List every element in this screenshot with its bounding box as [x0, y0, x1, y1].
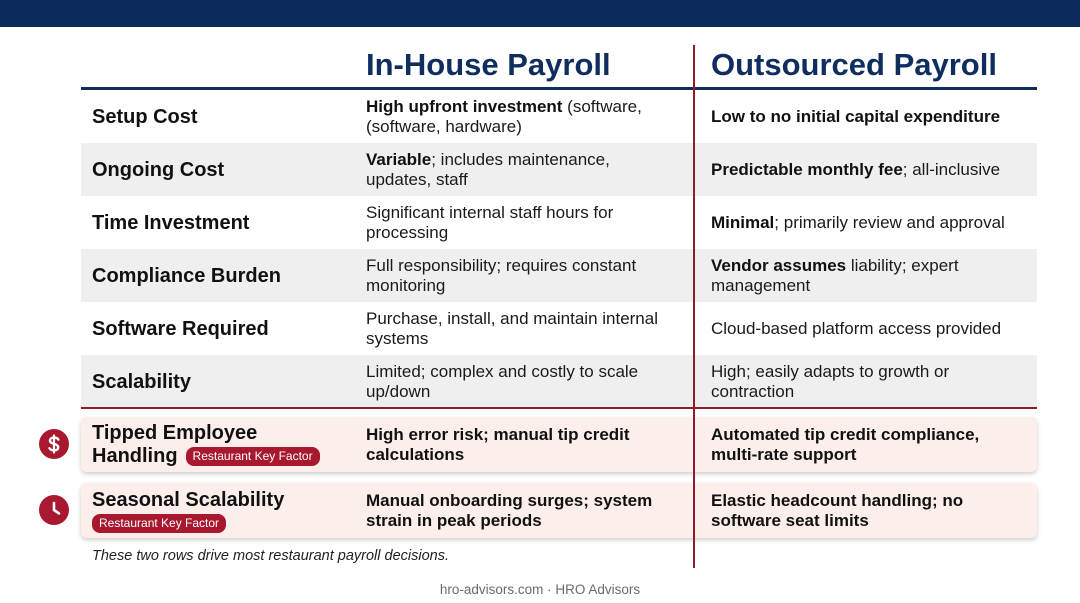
row-label-cell — [81, 422, 366, 468]
cell-emphasis: Vendor assumes — [711, 255, 847, 275]
in-house-cell — [366, 203, 711, 243]
outsourced-cell — [711, 213, 1037, 233]
table-row-ongoing-cost — [81, 143, 1037, 196]
outsourced-cell — [711, 319, 1037, 339]
top-banner — [0, 0, 1080, 27]
row-label: Time Investment — [92, 211, 250, 234]
cell-text: ; includes maintenance, updates, staff — [366, 149, 610, 189]
key-factor-divider — [81, 407, 1037, 409]
cell-emphasis: Minimal — [711, 212, 775, 232]
row-label: Ongoing Cost — [92, 158, 225, 181]
table-row-scalability — [81, 355, 1037, 408]
cell-text: (software, (software, hardware) — [366, 96, 642, 136]
dollar-icon — [39, 429, 69, 459]
restaurant-key-factor-badge: Restaurant Key Factor — [186, 447, 320, 466]
outsourced-cell — [711, 107, 1037, 127]
footnote: These two rows drive most restaurant payroll decisions. — [92, 548, 450, 564]
cell-emphasis: Low to no initial capital expenditure — [711, 106, 1001, 126]
column-divider — [693, 45, 695, 568]
cell-text: High; easily adapts to growth or contraction — [711, 361, 950, 401]
outsourced-cell — [711, 160, 1037, 180]
cell-text: liability; expert management — [711, 255, 959, 295]
cell-emphasis: Variable — [366, 149, 432, 169]
cell-text: Full responsibility; requires constant monitoring — [366, 255, 637, 295]
cell-text: Limited; complex and costly to scale up/down — [366, 361, 639, 401]
cell-emphasis: High upfront investment — [366, 96, 563, 116]
restaurant-key-factor-badge: Restaurant Key Factor — [92, 514, 226, 533]
footer-credit: hro-advisors.com · HRO Advisors — [439, 582, 641, 597]
row-label: Seasonal Scalability — [92, 488, 285, 511]
key-row-seasonal-scalability — [81, 483, 1037, 538]
cell-emphasis: Predictable monthly fee — [711, 159, 903, 179]
cell-text: Significant internal staff hours for processing — [366, 202, 614, 242]
in-house-cell — [366, 256, 711, 296]
table-row-time-investment — [81, 196, 1037, 249]
outsourced-cell: Elastic headcount handling; no software seat limits — [711, 490, 964, 530]
row-label-cell — [81, 489, 366, 533]
key-row-label — [92, 489, 332, 533]
key-row-label — [92, 422, 332, 468]
row-label: Software Required — [92, 317, 269, 340]
row-label: Scalability — [92, 370, 191, 393]
row-label: Tipped Employee Handling — [92, 421, 258, 467]
row-label: Setup Cost — [92, 105, 198, 128]
in-house-cell — [366, 97, 711, 137]
row-label: Compliance Burden — [92, 264, 281, 287]
cell-text: ; primarily review and approval — [774, 212, 1005, 232]
table-row-setup-cost — [81, 90, 1037, 143]
in-house-cell: High error risk; manual tip credit calculations — [366, 424, 630, 464]
outsourced-cell — [711, 362, 1037, 402]
cell-text: ; all-inclusive — [902, 159, 1001, 179]
table-row-software-required — [81, 302, 1037, 355]
in-house-cell — [366, 309, 711, 349]
cell-text: Cloud-based platform access provided — [711, 318, 1002, 338]
clock-icon — [39, 495, 69, 525]
in-house-cell: Manual onboarding surges; system strain in peak periods — [366, 490, 653, 530]
in-house-cell — [366, 362, 711, 402]
column-header-outsourced: Outsourced Payroll — [711, 47, 997, 82]
cell-text: Purchase, install, and maintain internal systems — [366, 308, 658, 348]
outsourced-cell: Automated tip credit compliance, multi-rate support — [711, 424, 980, 464]
comparison-table — [81, 90, 1037, 408]
key-row-tipped-employee-handling — [81, 417, 1037, 472]
column-header-in-house: In-House Payroll — [366, 47, 611, 82]
in-house-cell — [366, 150, 711, 190]
table-row-compliance-burden — [81, 249, 1037, 302]
outsourced-cell — [711, 256, 1037, 296]
